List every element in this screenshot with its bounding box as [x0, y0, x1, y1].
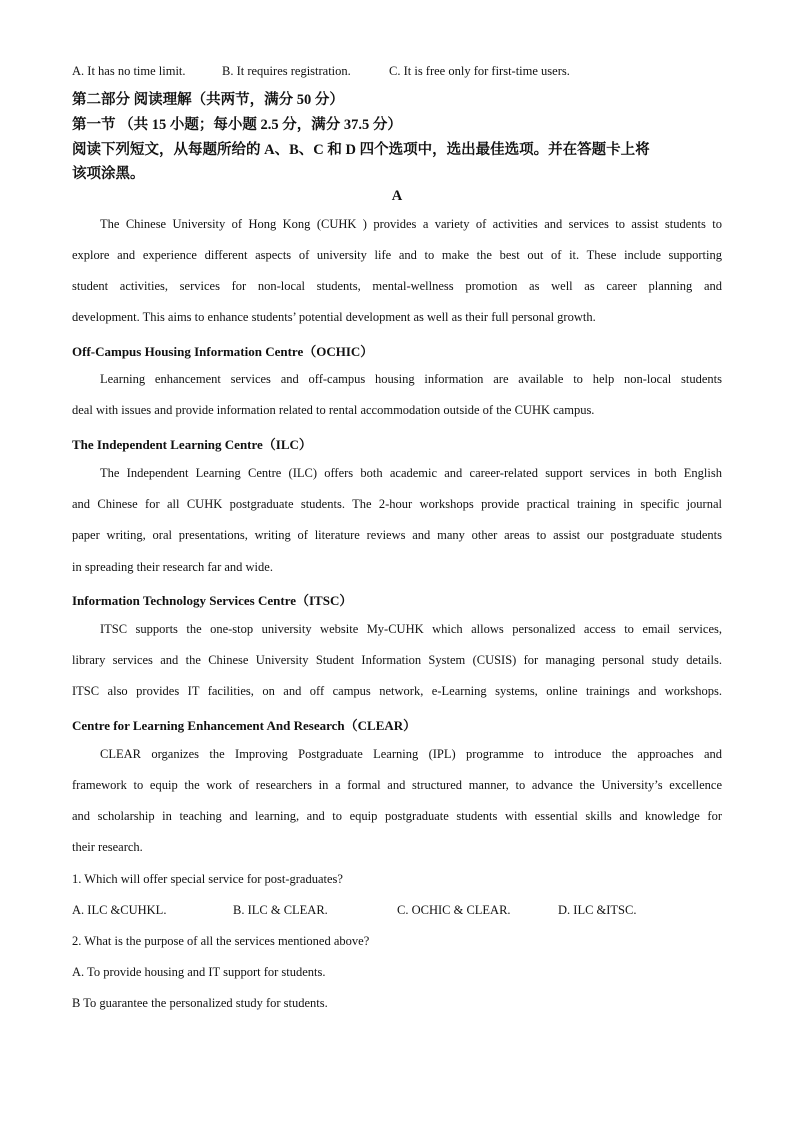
option-c: C. It is free only for first-time users.	[389, 64, 570, 78]
section-title: 第一节 （共 15 小题；每小题 2.5 分，满分 37.5 分）	[72, 117, 402, 133]
q1-option-c: C. OCHIC & CLEAR.	[397, 903, 511, 917]
itsc-line-3: ITSC also provides IT facilities, on and off campus network, e-Learning systems, online trainings and workshops.	[72, 684, 722, 698]
ochic-line-2: deal with issues and provide information related to rental accommodation outside of the CUHK campus.	[72, 403, 595, 417]
passage-label: A	[391, 188, 403, 204]
ochic-line-1: Learning enhancement services and off-campus housing information are available to help non-local students	[100, 372, 722, 386]
question-2-stem: 2. What is the purpose of all the services mentioned above?	[72, 934, 370, 948]
q1-option-a: A. ILC &CUHKL.	[72, 903, 167, 917]
ilc-line-4: in spreading their research far and wide.	[72, 560, 273, 574]
question-1-options	[72, 903, 722, 918]
question-2-option-a: A. To provide housing and IT support for students.	[72, 965, 326, 979]
ochic-heading: Off-Campus Housing Information Centre（OCHIC）	[72, 344, 374, 359]
intro-line-3: student activities, services for non-local students, mental-wellness promotion as well as career planning and	[72, 279, 722, 293]
clear-line-1: CLEAR organizes the Improving Postgraduate Learning (IPL) programme to introduce the approaches and	[100, 747, 722, 761]
itsc-heading: Information Technology Services Centre（ITSC）	[72, 593, 353, 608]
q1-option-b: B. ILC & CLEAR.	[233, 903, 328, 917]
instruction-line-2: 该项涂黑。	[72, 166, 145, 182]
previous-question-options	[72, 64, 722, 79]
itsc-line-2: library services and the Chinese University Student Information System (CUSIS) for managing personal study details.	[72, 653, 722, 667]
question-2-option-b: B To guarantee the personalized study for students.	[72, 996, 328, 1010]
ilc-line-2: and Chinese for all CUHK postgraduate students. The 2-hour workshops provide practical training in specific journal	[72, 497, 722, 511]
clear-line-3: and scholarship in teaching and learning, and to equip postgraduate students with essential skills and knowledge for	[72, 809, 722, 823]
clear-line-2: framework to equip the work of researchers in a formal and structured manner, to advance the University’s excellence	[72, 778, 722, 792]
option-b: B. It requires registration.	[222, 64, 351, 78]
option-a: A. It has no time limit.	[72, 64, 186, 78]
clear-heading: Centre for Learning Enhancement And Research（CLEAR）	[72, 718, 417, 733]
question-1-stem: 1. Which will offer special service for post-graduates?	[72, 872, 343, 886]
q1-option-d: D. ILC &ITSC.	[558, 903, 637, 917]
ilc-line-1: The Independent Learning Centre (ILC) offers both academic and career-related support services in both English	[100, 466, 722, 480]
intro-line-4: development. This aims to enhance students’ potential development as well as their full personal growth.	[72, 310, 596, 324]
itsc-line-1: ITSC supports the one-stop university website My-CUHK which allows personalized access to email services,	[100, 622, 722, 636]
part-title: 第二部分 阅读理解（共两节，满分 50 分）	[72, 92, 344, 108]
ilc-line-3: paper writing, oral presentations, writing of literature reviews and many other areas to assist our postgraduate students	[72, 528, 722, 542]
intro-line-2: explore and experience different aspects of university life and to make the best out of it. These include supporting	[72, 248, 722, 262]
intro-line-1: The Chinese University of Hong Kong (CUHK ) provides a variety of activities and services to assist students to	[100, 217, 722, 231]
clear-line-4: their research.	[72, 840, 143, 854]
ilc-heading: The Independent Learning Centre（ILC）	[72, 437, 312, 452]
instruction-line-1: 阅读下列短文，从每题所给的 A、B、C 和 D 四个选项中，选出最佳选项。并在答题卡上将	[72, 142, 650, 158]
